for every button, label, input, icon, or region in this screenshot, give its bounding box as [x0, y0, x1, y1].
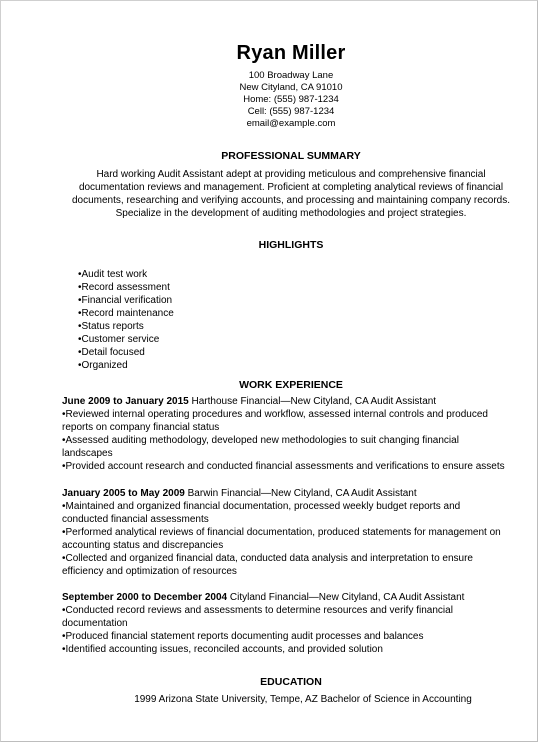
highlight-item: •Record assessment — [78, 282, 170, 293]
job-line: documentation — [62, 618, 128, 629]
job-line: •Reviewed internal operating procedures and workflow, assessed internal controls and produced — [62, 409, 488, 420]
summary-line: Specialize in the development of auditing methodologies and project strategies. — [115, 208, 467, 219]
job-line: •Collected and organized financial data, conducted data analysis and interpretation to ensure — [62, 553, 473, 564]
job-employer-title: Harthouse Financial—New Cityland, CA Audit Assistant — [188, 396, 437, 407]
job-entry — [62, 395, 538, 473]
highlight-item: •Customer service — [78, 334, 160, 345]
home-phone: Home: (555) 987-1234 — [243, 94, 339, 105]
highlight-item: •Organized — [78, 360, 128, 371]
highlight-item: •Audit test work — [78, 269, 148, 280]
job-line: •Performed analytical reviews of financial documentation, produced statements for management on — [62, 527, 501, 538]
job-line: accounting status and discrepancies — [62, 540, 224, 551]
highlight-item: •Record maintenance — [78, 308, 174, 319]
contact-block — [1, 70, 538, 130]
job-entry — [62, 591, 538, 656]
job-header — [62, 395, 538, 408]
address-line-2: New Cityland, CA 91010 — [239, 82, 343, 93]
cell-phone: Cell: (555) 987-1234 — [247, 106, 335, 117]
education-entry: 1999 Arizona State University, Tempe, AZ Bachelor of Science in Accounting — [134, 694, 472, 705]
highlight-item: •Financial verification — [78, 295, 173, 306]
job-employer-title: Barwin Financial—New Cityland, CA Audit Assistant — [184, 488, 417, 499]
summary-line: documents, researching and verifying accounts, and processing and maintaining company records. — [71, 195, 511, 206]
candidate-name: Ryan Miller — [236, 42, 346, 64]
job-header — [62, 487, 538, 500]
job-line: •Maintained and organized financial documentation, processed weekly budget reports and — [62, 501, 461, 512]
address-line-1: 100 Broadway Lane — [248, 70, 334, 81]
job-line: •Produced financial statement reports documenting audit processes and balances — [62, 631, 424, 642]
highlight-item: •Detail focused — [78, 347, 145, 358]
education-heading: EDUCATION — [260, 676, 322, 688]
highlights-list — [78, 268, 174, 372]
summary-heading: PROFESSIONAL SUMMARY — [221, 150, 361, 162]
summary-line: documentation reviews and management. Proficient at completing analytical reviews of financial — [78, 182, 504, 193]
highlight-item: •Status reports — [78, 321, 144, 332]
email-address: email@example.com — [246, 118, 336, 129]
job-dates: September 2000 to December 2004 — [62, 592, 228, 603]
job-header — [62, 591, 538, 604]
job-line: reports on company financial status — [62, 422, 220, 433]
job-line: landscapes — [62, 448, 113, 459]
summary-text — [41, 168, 538, 220]
job-dates: June 2009 to January 2015 — [62, 396, 189, 407]
summary-line: Hard working Audit Assistant adept at providing meticulous and comprehensive financial — [96, 169, 486, 180]
job-line: conducted financial assessments — [62, 514, 209, 525]
job-line: •Conducted record reviews and assessments to determine resources and verify financial — [62, 605, 453, 616]
job-line: •Identified accounting issues, reconciled accounts, and provided solution — [62, 644, 383, 655]
job-employer-title: Cityland Financial—New Cityland, CA Audit Assistant — [227, 592, 465, 603]
job-line: •Assessed auditing methodology, developed new methodologies to suit changing financial — [62, 435, 459, 446]
job-dates: January 2005 to May 2009 — [62, 488, 185, 499]
highlights-heading: HIGHLIGHTS — [258, 239, 324, 251]
job-line: efficiency and optimization of resources — [62, 566, 237, 577]
job-line: •Provided account research and conducted financial assessments and verifications to ensure assets — [62, 461, 505, 472]
experience-heading: WORK EXPERIENCE — [239, 379, 343, 391]
job-entry — [62, 487, 538, 578]
